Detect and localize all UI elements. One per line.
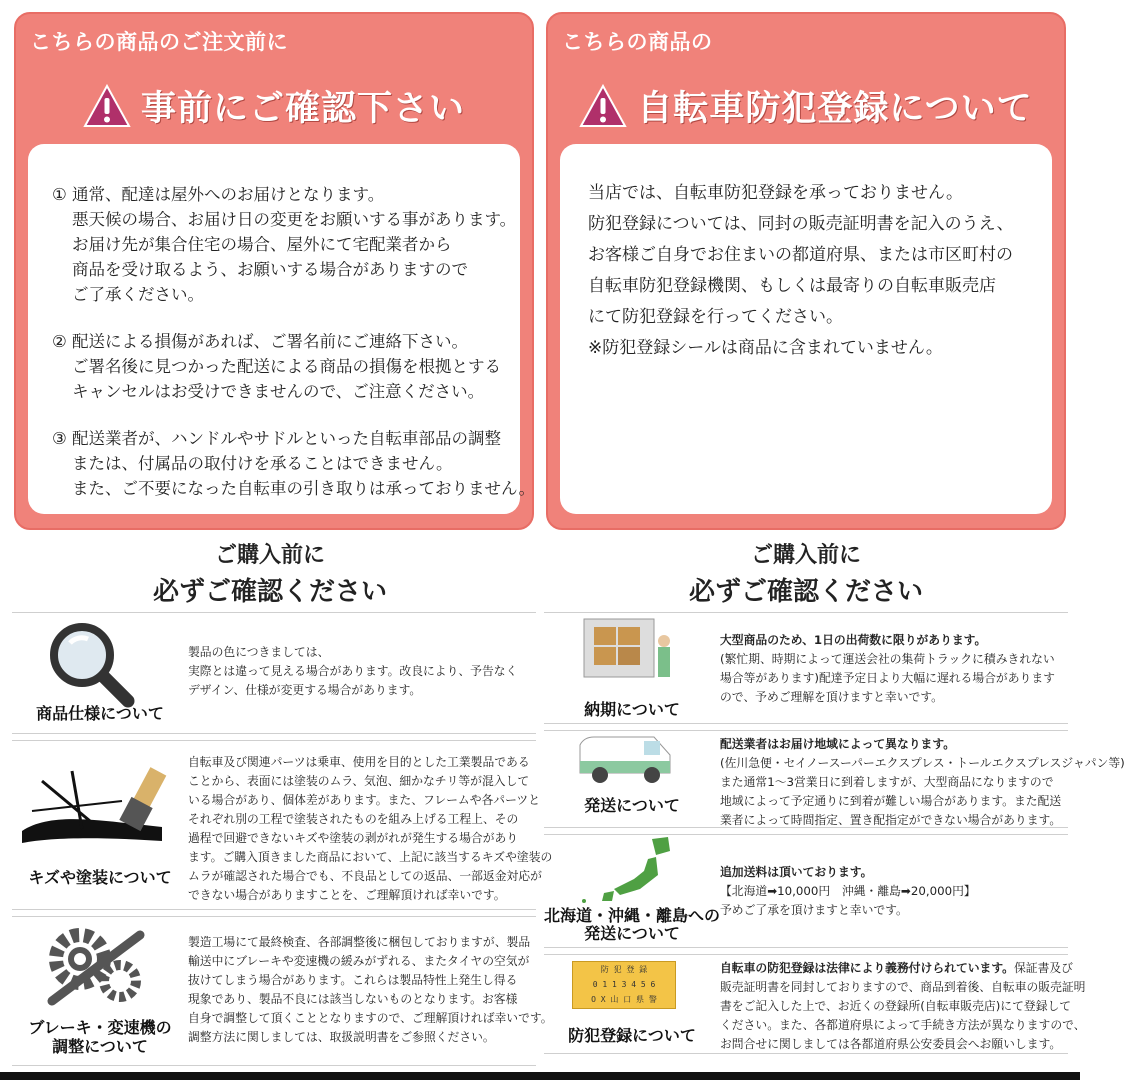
registration-text — [588, 178, 1038, 364]
row-text-line: 過程で回避できないキズや塗装の剥がれが発生する場合があり — [188, 831, 519, 845]
card-body — [28, 144, 535, 514]
row-text-lead-line — [720, 959, 1073, 978]
row-text — [188, 643, 532, 700]
row-caption: キズや塗装について — [28, 868, 172, 887]
notice-line: または、付属品の取付けを承ることはできません。 — [72, 454, 453, 473]
notice-item — [52, 426, 535, 501]
notice-line: お届け先が集合住宅の場合、屋外にて宅配業者から — [72, 235, 452, 254]
notice-line: ① 通常、配達は屋外へのお届けとなります。 — [52, 185, 385, 204]
row-text-line: 製造工場にて最終検査、各部調整後に梱包しておりますが、製品 — [188, 935, 531, 949]
row-brake-adjust — [12, 916, 553, 1066]
row-caption: 防犯登録について — [568, 1026, 696, 1045]
row-text-line: 書をご記入した上で、お近くの登録所(自転車販売店)にて登録して — [720, 999, 1072, 1013]
row-caption: 納期について — [584, 700, 680, 719]
row-text-line: デザイン、仕様が変更する場合があります。 — [188, 683, 422, 697]
row-text-line: 【北海道➡10,000円 沖縄・離島➡20,000円】 — [720, 884, 976, 898]
notice-line: ご署名後に見つかった配送による商品の損傷を根拠とする — [72, 357, 501, 376]
row-text-line: 輸送中にブレーキや変速機の緩みがずれる、またタイヤの空気が — [188, 954, 530, 968]
row-text-line: 調整方法に関しましては、取扱説明書をご参照ください。 — [188, 1030, 495, 1044]
info-rows-right — [544, 612, 1125, 1060]
row-delivery-time — [544, 612, 1068, 724]
row-text-line: (佐川急便・セイノースーパーエクスプレス・トールエクスプレスジャパン等) — [720, 756, 1125, 770]
row-text-line: 自身で調整して頂くこととなりますので、ご理解頂ければ幸いです。 — [188, 1011, 553, 1025]
row-text-line: お問合せに関しましては各都道府県公安委員会へお願いします。 — [720, 1037, 1062, 1051]
row-caption-line2: 調整について — [52, 1037, 148, 1056]
row-text-line: ください。また、各都道府県によって手続き方法が異なりますので、 — [720, 1018, 1086, 1032]
notice-line: また、ご不要になった自転車の引き取りは承っておりません。 — [72, 479, 535, 498]
row-text-line: 業者によって時間指定、置き配指定ができない場合があります。 — [720, 813, 1062, 827]
row-text-line: それぞれ別の工程で塗装されたものを組み上げる工程上、その — [188, 812, 519, 826]
notice-card-registration — [546, 12, 1066, 530]
row-text-line: 地域によって予定通りに到着が難しい場合があります。また配送 — [720, 794, 1062, 808]
row-shipping — [544, 730, 1125, 828]
registration-line: にて防犯登録を行ってください。 — [588, 307, 843, 327]
row-text-line: 製品の色につきましては、 — [188, 645, 330, 659]
row-text-line: 場合等があります)配達予定日より大幅に遅れる場合があります — [720, 671, 1055, 685]
registration-line: 自転車防犯登録機関、もしくは最寄りの自転車販売店 — [588, 276, 996, 296]
sticker-text: 防 犯 登 録 — [600, 965, 648, 974]
registration-line: 当店では、自転車防犯登録を承っておりません。 — [588, 183, 964, 203]
row-text-line: 現象であり、製品不良には該当しないものとなります。お客様 — [188, 992, 518, 1006]
notice-line: 商品を受け取るよう、お願いする場合がありますので — [72, 260, 468, 279]
row-text — [720, 959, 1086, 1054]
row-text-line: いる場合があり、個体差があります。また、フレームや各パーツと — [188, 793, 541, 807]
row-text-line: 予めご了承を頂けますと幸いです。 — [720, 903, 908, 917]
warning-icon — [579, 84, 627, 128]
notice-item — [52, 182, 517, 307]
registration-line: ※防犯登録シールは商品に含まれていません。 — [588, 338, 943, 358]
row-product-spec — [12, 612, 536, 734]
warning-icon — [83, 84, 131, 128]
card-body — [560, 144, 1052, 514]
card-title-row — [16, 76, 532, 136]
row-text-line: ことから、表面には塗装のムラ、気泡、細かなチリ等が混入して — [188, 774, 530, 788]
notice-item — [52, 329, 506, 404]
row-text-line: ので、予めご理解を頂けますと幸いです。 — [720, 690, 943, 704]
row-text-line: ムラが確認された場合でも、不良品としての返品、一部返金対応が — [188, 869, 542, 883]
row-text — [188, 933, 553, 1047]
row-text — [188, 753, 553, 905]
notice-line: キャンセルはお受けできませんので、ご注意ください。 — [72, 382, 485, 401]
section-heading-line1: ご購入前に — [214, 543, 325, 568]
card-title: 事前にご確認下さい — [140, 89, 465, 129]
row-text-lead: 配送業者はお届け地域によって異なります。 — [720, 737, 955, 751]
notice-line: ご了承ください。 — [72, 285, 204, 304]
card-pre-title: こちらの商品の — [562, 30, 713, 54]
registration-line: 防犯登録については、同封の販売証明書を記入のうえ、 — [588, 214, 1014, 234]
row-text-line: (繁忙期、時期によって運送会社の集荷トラックに積みきれない — [720, 652, 1055, 666]
notice-line: ③ 配送業者が、ハンドルやサドルといった自転車部品の調整 — [52, 429, 502, 448]
notice-list — [52, 182, 535, 523]
row-text-line: 抜けてしまう場合があります。これらは製品特性上発生し得る — [188, 973, 518, 987]
row-text-lead: 追加送料は頂いております。 — [720, 865, 873, 879]
section-heading-line2: 必ずご確認ください — [152, 577, 387, 607]
row-text-line: できない場合がありますことを、ご理解頂ければ幸いです。 — [188, 888, 506, 902]
row-caption-line1: 北海道・沖縄・離島への — [544, 906, 721, 925]
row-caption-line2: 発送について — [584, 924, 680, 943]
notice-card-order — [14, 12, 534, 530]
notice-line: ② 配送による損傷があれば、ご署名前にご連絡下さい。 — [52, 332, 469, 351]
row-text — [720, 863, 1064, 920]
row-caption: 商品仕様について — [36, 704, 164, 723]
row-text-lead: 大型商品のため、1日の出荷数に限りがあります。 — [720, 633, 987, 647]
card-title-row — [548, 76, 1064, 136]
section-heading-line2: 必ずご確認ください — [688, 577, 923, 607]
row-text-lead: 自転車の防犯登録は法律により義務付けられています。 — [720, 961, 1014, 975]
section-heading-line1: ご購入前に — [750, 543, 861, 568]
row-remote-shipping — [544, 834, 1068, 948]
row-text-line: 自転車及び関連パーツは乗車、使用を目的とした工業製品である — [188, 755, 530, 769]
registration-line: お客様ご自身でお住まいの都道府県、または市区町村の — [588, 245, 1013, 265]
row-text-lead-rest: 保証書及び — [1013, 961, 1073, 975]
row-caption: 発送について — [584, 796, 680, 815]
section-heading-right — [546, 540, 1066, 612]
row-scratch-paint — [12, 740, 553, 910]
bottom-bar — [0, 1072, 1080, 1080]
row-caption-line1: ブレーキ・変速機の — [28, 1018, 172, 1037]
notice-line: 悪天候の場合、お届け日の変更をお願いする事があります。 — [72, 210, 517, 229]
sticker-text: O X 山 口 県 警 — [591, 995, 657, 1004]
row-crime-registration — [544, 954, 1086, 1054]
row-text-line: また通常1～3営業日に到着しますが、大型商品になりますので — [720, 775, 1054, 789]
sticker-text: 0 1 1 3 4 5 6 — [592, 980, 656, 989]
info-rows-left — [12, 612, 553, 1072]
card-pre-title: こちらの商品のご注文前に — [30, 30, 288, 54]
row-text-line: ます。ご購入頂きました商品において、上記に該当するキズや塗装の — [188, 850, 553, 864]
row-text-line: 実際とは違って見える場合があります。改良により、予告なく — [188, 664, 518, 678]
row-text — [720, 631, 1064, 707]
row-text-line: 販売証明書を同封しておりますので、商品到着後、自転車の販売証明 — [720, 980, 1086, 994]
card-title: 自転車防犯登録について — [637, 89, 1033, 129]
row-text — [720, 735, 1125, 830]
section-heading-left — [10, 540, 530, 612]
